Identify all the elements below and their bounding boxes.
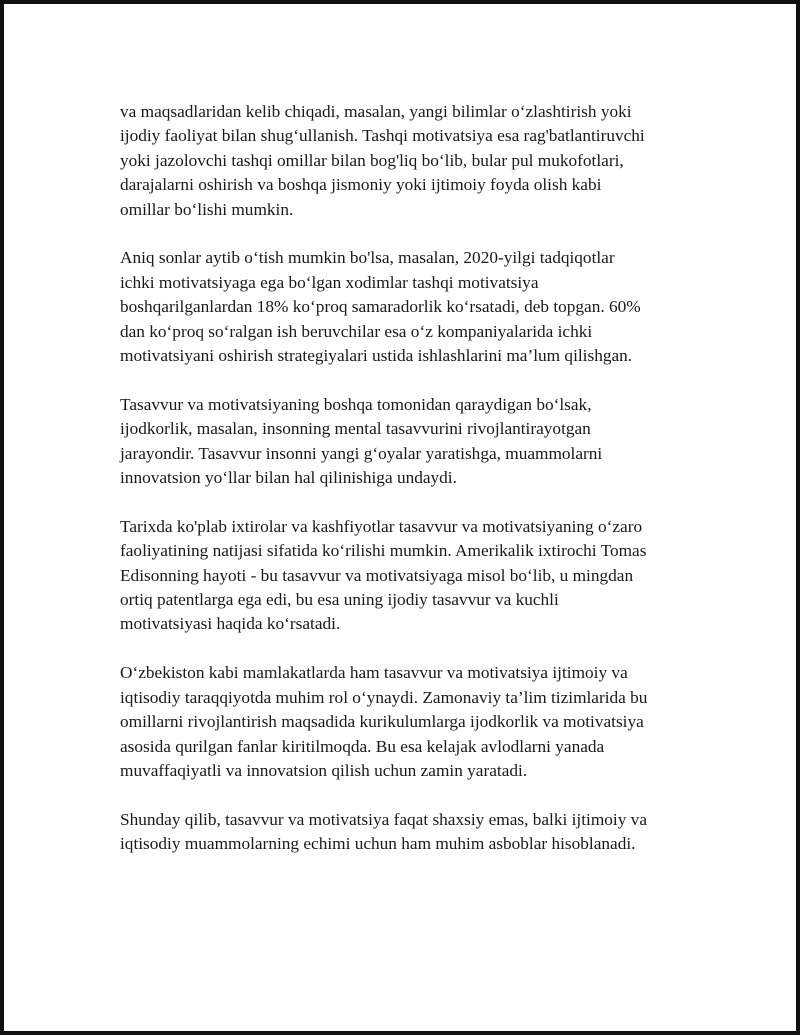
paragraph <box>120 393 700 491</box>
paragraph <box>120 246 700 368</box>
text-line: innovatsion yo‘llar bilan hal qilinishiga undaydi. <box>120 468 457 488</box>
text-line: Shunday qilib, tasavvur va motivatsiya faqat shaxsiy emas, balki ijtimoiy va <box>120 809 647 829</box>
text-line: omillarni rivojlantirish maqsadida kurikulumlarga ijodkorlik va motivatsiya <box>120 712 644 732</box>
text-line: ortiq patentlarga ega edi, bu esa uning ijodiy tasavvur va kuchli <box>120 590 559 610</box>
text-line: Tasavvur va motivatsiyaning boshqa tomonidan qaraydigan bo‘lsak, <box>120 394 592 414</box>
paragraph <box>120 515 700 637</box>
text-line: darajalarni oshirish va boshqa jismoniy yoki ijtimoiy foyda olish kabi <box>120 175 602 195</box>
text-line: ijodkorlik, masalan, insonning mental tasavvurini rivojlantirayotgan <box>120 419 591 439</box>
text-line: muvaffaqiyatli va innovatsion qilish uchun zamin yaratadi. <box>120 760 528 780</box>
text-line: Edisonning hayoti - bu tasavvur va motivatsiyaga misol bo‘lib, u mingdan <box>120 565 634 585</box>
text-line: jarayondir. Tasavvur insonni yangi g‘oyalar yaratishga, muammolarni <box>120 443 603 463</box>
text-line: O‘zbekiston kabi mamlakatlarda ham tasavvur va motivatsiya ijtimoiy va <box>120 663 628 683</box>
text-line: faoliyatining natijasi sifatida ko‘rilishi mumkin. Amerikalik ixtirochi Tomas <box>120 541 647 561</box>
text-line: omillar bo‘lishi mumkin. <box>120 199 294 219</box>
text-line: Tarixda ko'plab ixtirolar va kashfiyotlar tasavvur va motivatsiyaning o‘zaro <box>120 516 643 536</box>
paragraph <box>120 661 700 783</box>
text-line: dan ko‘proq so‘ralgan ish beruvchilar esa o‘z kompaniyalarida ichki <box>120 321 593 341</box>
text-line: iqtisodiy taraqqiyotda muhim rol o‘ynaydi. Zamonaviy ta’lim tizimlarida bu <box>120 687 648 707</box>
text-line: asosida qurilgan fanlar kiritilmoqda. Bu esa kelajak avlodlarni yanada <box>120 736 605 756</box>
text-line: va maqsadlaridan kelib chiqadi, masalan, yangi bilimlar o‘zlashtirish yoki <box>120 102 632 121</box>
text-line: motivatsiyani oshirish strategiyalari ustida ishlashlarini ma’lum qilishgan. <box>120 346 633 366</box>
paragraph <box>120 100 700 222</box>
text-line: Aniq sonlar aytib o‘tish mumkin bo'lsa, masalan, 2020-yilgi tadqiqotlar <box>120 248 615 268</box>
text-line: boshqarilganlardan 18% ko‘proq samaradorlik ko‘rsatadi, deb topgan. 60% <box>120 297 641 317</box>
text-line: iqtisodiy muammolarning echimi uchun ham muhim asboblar hisoblanadi. <box>120 834 636 854</box>
text-line: motivatsiyasi haqida ko‘rsatadi. <box>120 614 341 634</box>
paragraph <box>120 808 700 857</box>
text-line: ichki motivatsiyaga ega bo‘lgan xodimlar tashqi motivatsiya <box>120 272 539 292</box>
document-body <box>120 100 700 881</box>
text-line: ijodiy faoliyat bilan shug‘ullanish. Tashqi motivatsiya esa rag'batlantiruvchi <box>120 126 645 146</box>
text-line: yoki jazolovchi tashqi omillar bilan bog'liq bo‘lib, bular pul mukofotlari, <box>120 150 624 170</box>
